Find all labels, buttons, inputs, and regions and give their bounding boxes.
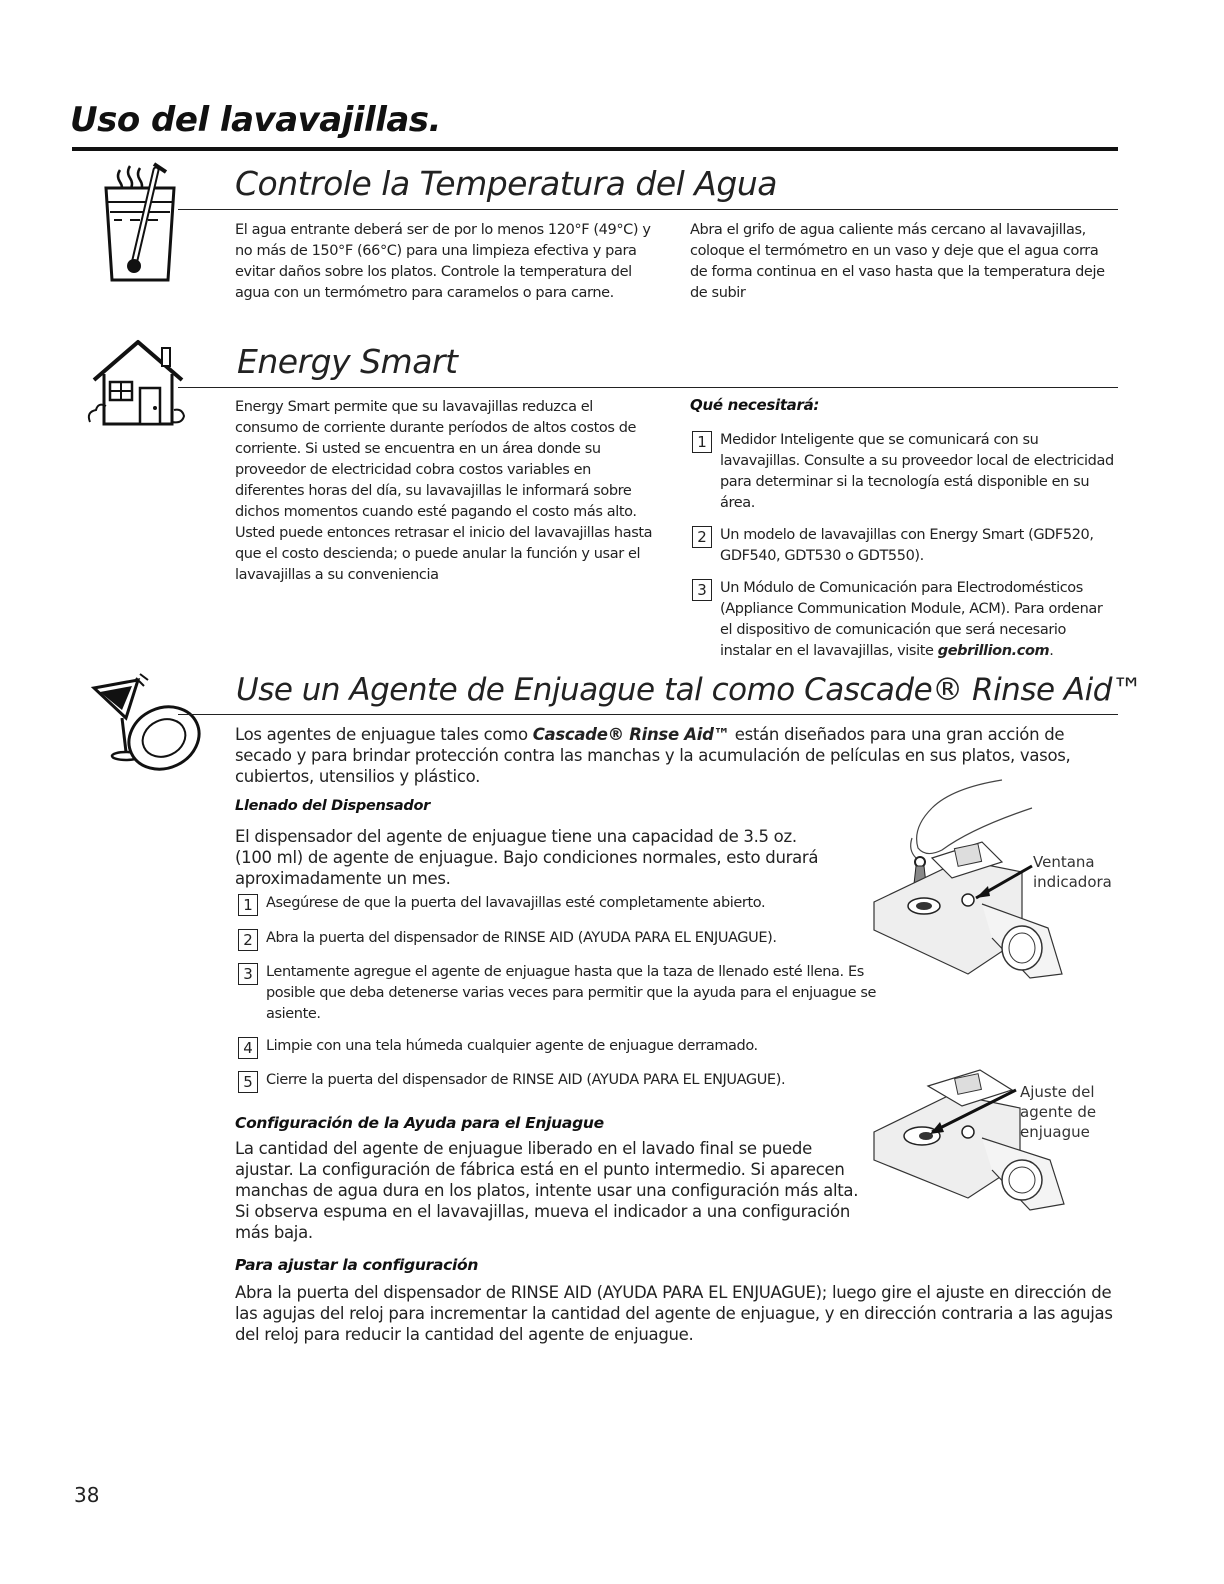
page-number: 38 [74,1483,100,1507]
fill-dispenser-text: El dispensador del agente de enjuague tiene una capacidad de 3.5 oz. (100 ml) de agente de enjuague. Bajo condiciones normales, esto durará aproximadamente un mes. [235,827,819,888]
house-icon [86,336,190,428]
figure-label-line: agente de [1020,1103,1097,1121]
needs-heading: Qué necesitará: [690,396,820,414]
figure-label-line: Ajuste del [1020,1083,1095,1101]
rinse-aid-intro-part: están diseñados para una gran acción de secado y para brindar protección contra las manchas y la acumulación de películas en sus platos, vasos, cubiertos, utensilios y plástico. [235,725,1071,786]
temperature-text-col1: El agua entrante deberá ser de por lo menos 120°F (49°C) y no más de 150°F (66°C) para una limpieza efectiva y para evitar daños sobre los platos. Controle la temperatura del agua con un termómetro para caramelos o para carne. [235,222,651,301]
figure-label-line: enjuague [1020,1123,1090,1141]
step-number: 4 [238,1037,258,1059]
section-title-temperature: Controle la Temperatura del Agua [235,164,777,203]
energy-smart-description: Energy Smart permite que su lavavajillas reduzca el consumo de corriente durante períodos de altos costos de corriente. Si usted se encuentra en un área donde su proveedor de electricidad cobra costos variables en diferentes horas del día, su lavavajillas le informará sobre dichos momentos cuando esté pagando el costo más alto. Usted puede entonces retrasar el inicio del lavavajillas hasta que el costo descienda; o puede anular la función y usar el lavavajillas a su conveniencia [235,399,653,583]
needs-item-text: Un modelo de lavavajillas con Energy Smart (GDF520, GDF540, GDT530 o GDT550). [720,527,1094,564]
fill-step [238,1036,878,1057]
page-title: Uso del lavavajillas. [70,100,441,140]
fill-step-text: Limpie con una tela húmeda cualquier agente de enjuague derramado. [266,1038,758,1054]
section-title-rinse-aid: Use un Agente de Enjuague tal como Cascade® Rinse Aid™ [236,672,1143,708]
step-number: 1 [692,431,712,453]
fill-step-text: Abra la puerta del dispensador de RINSE AID (AYUDA PARA EL ENJUAGUE). [266,930,777,946]
needs-item [692,578,1118,662]
thermometer-in-glass-icon [98,160,180,288]
fill-step-text: Cierre la puerta del dispensador de RINSE AID (AYUDA PARA EL ENJUAGUE). [266,1072,786,1088]
section-divider [178,209,1118,210]
title-divider [72,147,1118,151]
needs-item [692,525,1118,567]
step-number: 2 [692,526,712,548]
needs-item-text: Medidor Inteligente que se comunicará con su lavavajillas. Consulte a su proveedor local de electricidad para determinar si la tecnología está disponible en su área. [720,432,1114,511]
section-divider [178,714,1118,715]
fill-step [238,962,878,1025]
step-number: 3 [692,579,712,601]
gebrillion-link[interactable]: gebrillion.com [937,643,1050,659]
fill-step [238,893,878,914]
step-number: 5 [238,1071,258,1093]
figure-label-rinse-aid-adjust [1020,1082,1096,1142]
config-heading: Configuración de la Ayuda para el Enjuague [235,1114,604,1132]
section-divider [178,387,1118,388]
adjust-heading: Para ajustar la configuración [235,1256,479,1274]
needs-item-text-part: . [1049,643,1054,659]
figure-label-indicator-window [1033,852,1112,892]
fill-dispenser-heading: Llenado del Dispensador [235,798,430,814]
needs-item [692,430,1118,514]
fill-step-text: Asegúrese de que la puerta del lavavajillas esté completamente abierto. [266,895,766,911]
adjust-text: Abra la puerta del dispensador de RINSE AID (AYUDA PARA EL ENJUAGUE); luego gire el ajuste en dirección de las agujas del reloj para incrementar la cantidad del agente de enjuague, y en dirección contraria a las agujas del reloj para reducir la cantidad del agente de enjuague. [235,1283,1113,1344]
fill-step [238,1070,878,1091]
figure-label-line: Ventana [1033,853,1095,871]
temperature-text-col2: Abra el grifo de agua caliente más cercano al lavavajillas, coloque el termómetro en un vaso y deje que el agua corra de forma continua en el vaso hasta que la temperatura deje de subir [690,222,1105,301]
glass-and-plate-icon [92,672,204,780]
step-number: 2 [238,929,258,951]
rinse-aid-brand: Cascade® Rinse Aid™ [532,725,730,744]
figure-label-line: indicadora [1033,873,1112,891]
config-text: La cantidad del agente de enjuague liberado en el lavado final se puede ajustar. La configuración de fábrica está en el punto intermedio. Si aparecen manchas de agua dura en los platos, intente usar una configuración más alta. Si observa espuma en el lavavajillas, mueva el indicador a una configuración más baja. [235,1139,859,1242]
fill-step-text: Lentamente agregue el agente de enjuague hasta que la taza de llenado esté llena. Es posible que deba detenerse varias veces para permitir que la ayuda para el enjuague se asiente. [266,964,877,1022]
needs-item-text [720,578,1118,662]
step-number: 3 [238,963,258,985]
fill-step [238,928,878,949]
step-number: 1 [238,894,258,916]
section-title-energy-smart: Energy Smart [237,342,458,381]
needs-item-text-part: Un Módulo de Comunicación para Electrodomésticos (Appliance Communication Module, ACM). Para ordenar el dispositivo de comunicación que será necesario instalar en el lavavajillas, visite [720,580,1103,659]
rinse-aid-intro-part: Los agentes de enjuague tales como [235,725,533,744]
